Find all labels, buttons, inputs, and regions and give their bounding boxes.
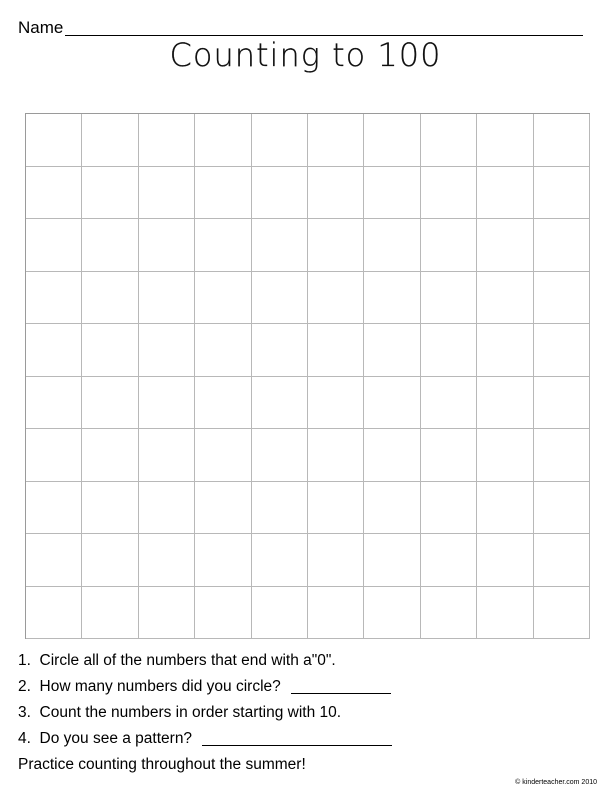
- name-row: [18, 14, 583, 38]
- closing-line: [18, 752, 598, 778]
- grid-cell[interactable]: [421, 587, 477, 640]
- grid-cell[interactable]: [308, 482, 364, 535]
- grid-cell[interactable]: [477, 534, 533, 587]
- grid-cell[interactable]: [26, 482, 82, 535]
- grid-cell[interactable]: [26, 324, 82, 377]
- grid-cell[interactable]: [308, 114, 364, 167]
- grid-cell[interactable]: [139, 429, 195, 482]
- grid-cell[interactable]: [252, 377, 308, 430]
- worksheet-title: Counting to 100: [169, 36, 442, 74]
- grid-cell[interactable]: [308, 377, 364, 430]
- grid-cell[interactable]: [308, 167, 364, 220]
- grid-cell[interactable]: [364, 482, 420, 535]
- grid-cell[interactable]: [477, 429, 533, 482]
- grid-cell[interactable]: [477, 167, 533, 220]
- grid-cell[interactable]: [252, 167, 308, 220]
- grid-cell[interactable]: [421, 534, 477, 587]
- grid-cell[interactable]: [534, 272, 590, 325]
- grid-cell[interactable]: [195, 167, 251, 220]
- grid-cell[interactable]: [195, 534, 251, 587]
- grid-cell[interactable]: [364, 324, 420, 377]
- closing-text: Practice counting throughout the summer!: [18, 756, 306, 773]
- copyright-icon: ©: [515, 779, 521, 786]
- grid-cell[interactable]: [195, 272, 251, 325]
- grid-cell[interactable]: [308, 272, 364, 325]
- grid-cell[interactable]: [534, 534, 590, 587]
- grid-cell[interactable]: [421, 219, 477, 272]
- grid-cell[interactable]: [82, 272, 138, 325]
- grid-cell[interactable]: [364, 377, 420, 430]
- grid-cell[interactable]: [139, 167, 195, 220]
- instruction-3-text: 3. Count the numbers in order starting with 10.: [18, 704, 342, 721]
- grid-cell[interactable]: [534, 219, 590, 272]
- grid-cell[interactable]: [195, 324, 251, 377]
- grid-cell[interactable]: [252, 272, 308, 325]
- grid-cell[interactable]: [364, 429, 420, 482]
- grid-cell[interactable]: [26, 429, 82, 482]
- grid-cell[interactable]: [82, 167, 138, 220]
- grid-cell[interactable]: [534, 167, 590, 220]
- grid-cell[interactable]: [477, 587, 533, 640]
- grid-cell[interactable]: [139, 272, 195, 325]
- grid-cell[interactable]: [534, 324, 590, 377]
- grid-cell[interactable]: [421, 272, 477, 325]
- hundreds-grid: [25, 113, 590, 639]
- grid-cell[interactable]: [139, 482, 195, 535]
- grid-cell[interactable]: [26, 377, 82, 430]
- grid-cell[interactable]: [195, 219, 251, 272]
- grid-cell[interactable]: [477, 482, 533, 535]
- grid-cell[interactable]: [308, 219, 364, 272]
- grid-cell[interactable]: [195, 429, 251, 482]
- grid-cell[interactable]: [252, 429, 308, 482]
- instruction-3: [18, 700, 598, 726]
- grid-cell[interactable]: [252, 114, 308, 167]
- grid-cell[interactable]: [82, 324, 138, 377]
- grid-cell[interactable]: [82, 219, 138, 272]
- instruction-1-text: 1. Circle all of the numbers that end with a"0".: [18, 652, 336, 669]
- grid-cell[interactable]: [421, 482, 477, 535]
- grid-cell[interactable]: [82, 482, 138, 535]
- grid-cell[interactable]: [82, 377, 138, 430]
- grid-cell[interactable]: [364, 272, 420, 325]
- instruction-4: [18, 726, 598, 752]
- instruction-2-text: 2. How many numbers did you circle?: [18, 678, 281, 695]
- grid-cell[interactable]: [139, 114, 195, 167]
- grid-cell[interactable]: [252, 219, 308, 272]
- instruction-4-text: 4. Do you see a pattern?: [18, 730, 193, 747]
- answer-blank-circled-count[interactable]: [291, 693, 391, 694]
- grid-cell[interactable]: [534, 114, 590, 167]
- grid-cell[interactable]: [195, 482, 251, 535]
- grid-cell[interactable]: [534, 587, 590, 640]
- grid-cell[interactable]: [421, 324, 477, 377]
- grid-cell[interactable]: [139, 324, 195, 377]
- grid-cell[interactable]: [364, 114, 420, 167]
- grid-cell[interactable]: [82, 429, 138, 482]
- grid-cell[interactable]: [252, 587, 308, 640]
- grid-cell[interactable]: [308, 429, 364, 482]
- grid-cell[interactable]: [364, 167, 420, 220]
- grid-cell[interactable]: [421, 167, 477, 220]
- grid-cell[interactable]: [421, 377, 477, 430]
- answer-blank-pattern[interactable]: [202, 745, 392, 746]
- grid-cell[interactable]: [139, 534, 195, 587]
- grid-cell[interactable]: [26, 167, 82, 220]
- instructions-list: [18, 648, 598, 778]
- grid-cell[interactable]: [26, 534, 82, 587]
- grid-cell[interactable]: [82, 534, 138, 587]
- grid-cell[interactable]: [82, 587, 138, 640]
- grid-cell[interactable]: [26, 114, 82, 167]
- instruction-2: [18, 674, 598, 700]
- grid-cell[interactable]: [534, 482, 590, 535]
- grid-cell[interactable]: [421, 114, 477, 167]
- grid-cell[interactable]: [26, 272, 82, 325]
- grid-cell[interactable]: [364, 587, 420, 640]
- grid-cell[interactable]: [82, 114, 138, 167]
- grid-cell[interactable]: [195, 587, 251, 640]
- grid-cell[interactable]: [252, 482, 308, 535]
- grid-cell[interactable]: [308, 534, 364, 587]
- grid-cell[interactable]: [139, 587, 195, 640]
- grid-cell[interactable]: [195, 114, 251, 167]
- grid-cell[interactable]: [139, 219, 195, 272]
- copyright-notice: [515, 779, 597, 786]
- grid-cell[interactable]: [252, 324, 308, 377]
- grid-cell[interactable]: [477, 219, 533, 272]
- grid-cell[interactable]: [26, 219, 82, 272]
- grid-cell[interactable]: [139, 377, 195, 430]
- copyright-text: kinderteacher.com 2010: [522, 779, 597, 786]
- grid-cell[interactable]: [421, 429, 477, 482]
- grid-cell[interactable]: [26, 587, 82, 640]
- grid-cell[interactable]: [477, 324, 533, 377]
- grid-cell[interactable]: [477, 272, 533, 325]
- grid-cell[interactable]: [477, 114, 533, 167]
- grid-cell[interactable]: [364, 219, 420, 272]
- grid-cell[interactable]: [364, 534, 420, 587]
- grid-cell[interactable]: [195, 377, 251, 430]
- grid-cell[interactable]: [252, 534, 308, 587]
- instruction-1: [18, 648, 598, 674]
- name-label: Name: [18, 18, 64, 37]
- grid-cell[interactable]: [534, 429, 590, 482]
- grid-cell[interactable]: [308, 587, 364, 640]
- grid-cell[interactable]: [534, 377, 590, 430]
- grid-cell[interactable]: [308, 324, 364, 377]
- grid-cell[interactable]: [477, 377, 533, 430]
